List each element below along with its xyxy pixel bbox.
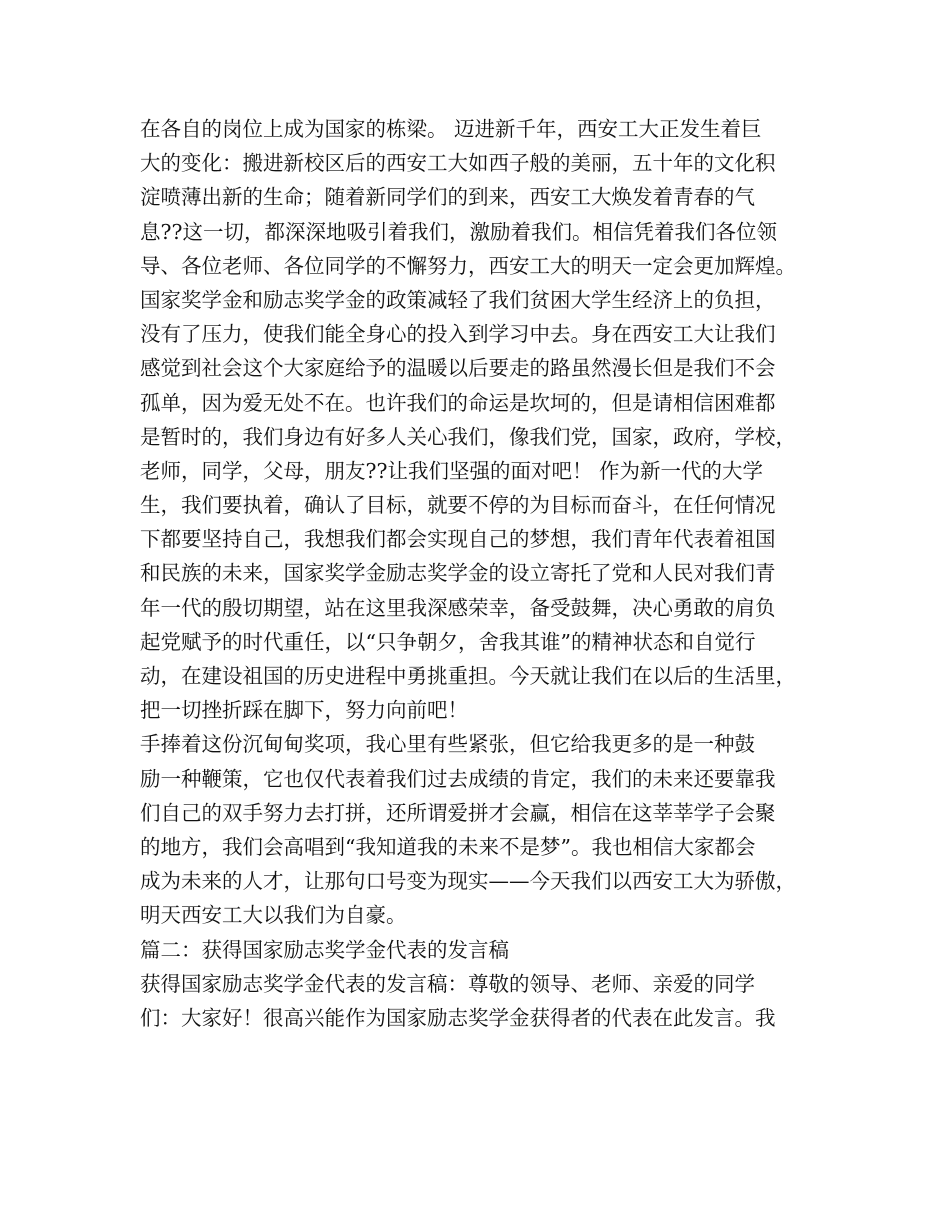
text-line: 们自己的双手努力去打拼，还所谓爱拼才会赢，相信在这莘莘学子会聚: [140, 800, 776, 825]
text-line: 明天西安工大以我们为自豪。: [140, 903, 407, 928]
text-line: 导、各位老师、各位同学的不懈努力，西安工大的明天一定会更加辉煌。: [140, 253, 796, 278]
text-line: 感觉到社会这个大家庭给予的温暖以后要走的路虽然漫长但是我们不会: [140, 356, 776, 381]
text-line: 生，我们要执着，确认了目标，就要不停的为目标而奋斗，在任何情况: [140, 493, 776, 518]
text-line: 和民族的未来，国家奖学金励志奖学金的设立寄托了党和人民对我们青: [140, 561, 776, 586]
text-line: 手捧着这份沉甸甸奖项，我心里有些紧张，但它给我更多的是一种鼓: [140, 732, 755, 757]
text-line: 励一种鞭策，它也仅代表着我们过去成绩的肯定，我们的未来还要靠我: [140, 766, 776, 791]
section-heading: 篇二：获得国家励志奖学金代表的发言稿: [140, 937, 509, 962]
text-line: 成为未来的人才，让那句口号变为现实——今天我们以西安工大为骄傲，: [140, 869, 796, 894]
text-line: 孤单，因为爱无处不在。也许我们的命运是坎坷的，但是请相信困难都: [140, 390, 776, 415]
text-line: 们：大家好！很高兴能作为国家励志奖学金获得者的代表在此发言。我: [140, 1005, 776, 1030]
text-line: 下都要坚持自己，我想我们都会实现自己的梦想，我们青年代表着祖国: [140, 527, 776, 552]
document-body: [140, 112, 830, 1035]
text-line: 获得国家励志奖学金代表的发言稿：尊敬的领导、老师、亲爱的同学: [140, 971, 755, 996]
text-line: 是暂时的，我们身边有好多人关心我们，像我们党，国家，政府，学校，: [140, 424, 796, 449]
text-line: 淀喷薄出新的生命；随着新同学们的到来，西安工大焕发着青春的气: [140, 185, 755, 210]
text-line: 动，在建设祖国的历史进程中勇挑重担。今天就让我们在以后的生活里，: [140, 664, 796, 688]
text-line: 把一切挫折踩在脚下，努力向前吧！: [140, 698, 468, 723]
text-line: 在各自的岗位上成为国家的栋梁。 迈进新千年，西安工大正发生着巨: [140, 117, 762, 141]
text-line: 老师，同学，父母，朋友??让我们坚强的面对吧！ 作为新一代的大学: [140, 458, 763, 483]
text-line: 起党赋予的时代重任，以“只争朝夕，舍我其谁”的精神状态和自觉行: [140, 629, 756, 654]
text-line: 国家奖学金和励志奖学金的政策减轻了我们贫困大学生经济上的负担，: [140, 287, 776, 312]
text-line: 大的变化：搬进新校区后的西安工大如西子般的美丽，五十年的文化积: [140, 151, 776, 176]
text-line: 年一代的殷切期望，站在这里我深感荣幸，备受鼓舞，决心勇敢的肩负: [140, 595, 776, 620]
text-line: 的地方，我们会高唱到“我知道我的未来不是梦”。我也相信大家都会: [140, 834, 756, 859]
text-line: 没有了压力，使我们能全身心的投入到学习中去。身在西安工大让我们: [140, 322, 776, 347]
text-line: 息??这一切，都深深地吸引着我们，激励着我们。相信凭着我们各位领: [140, 219, 777, 244]
